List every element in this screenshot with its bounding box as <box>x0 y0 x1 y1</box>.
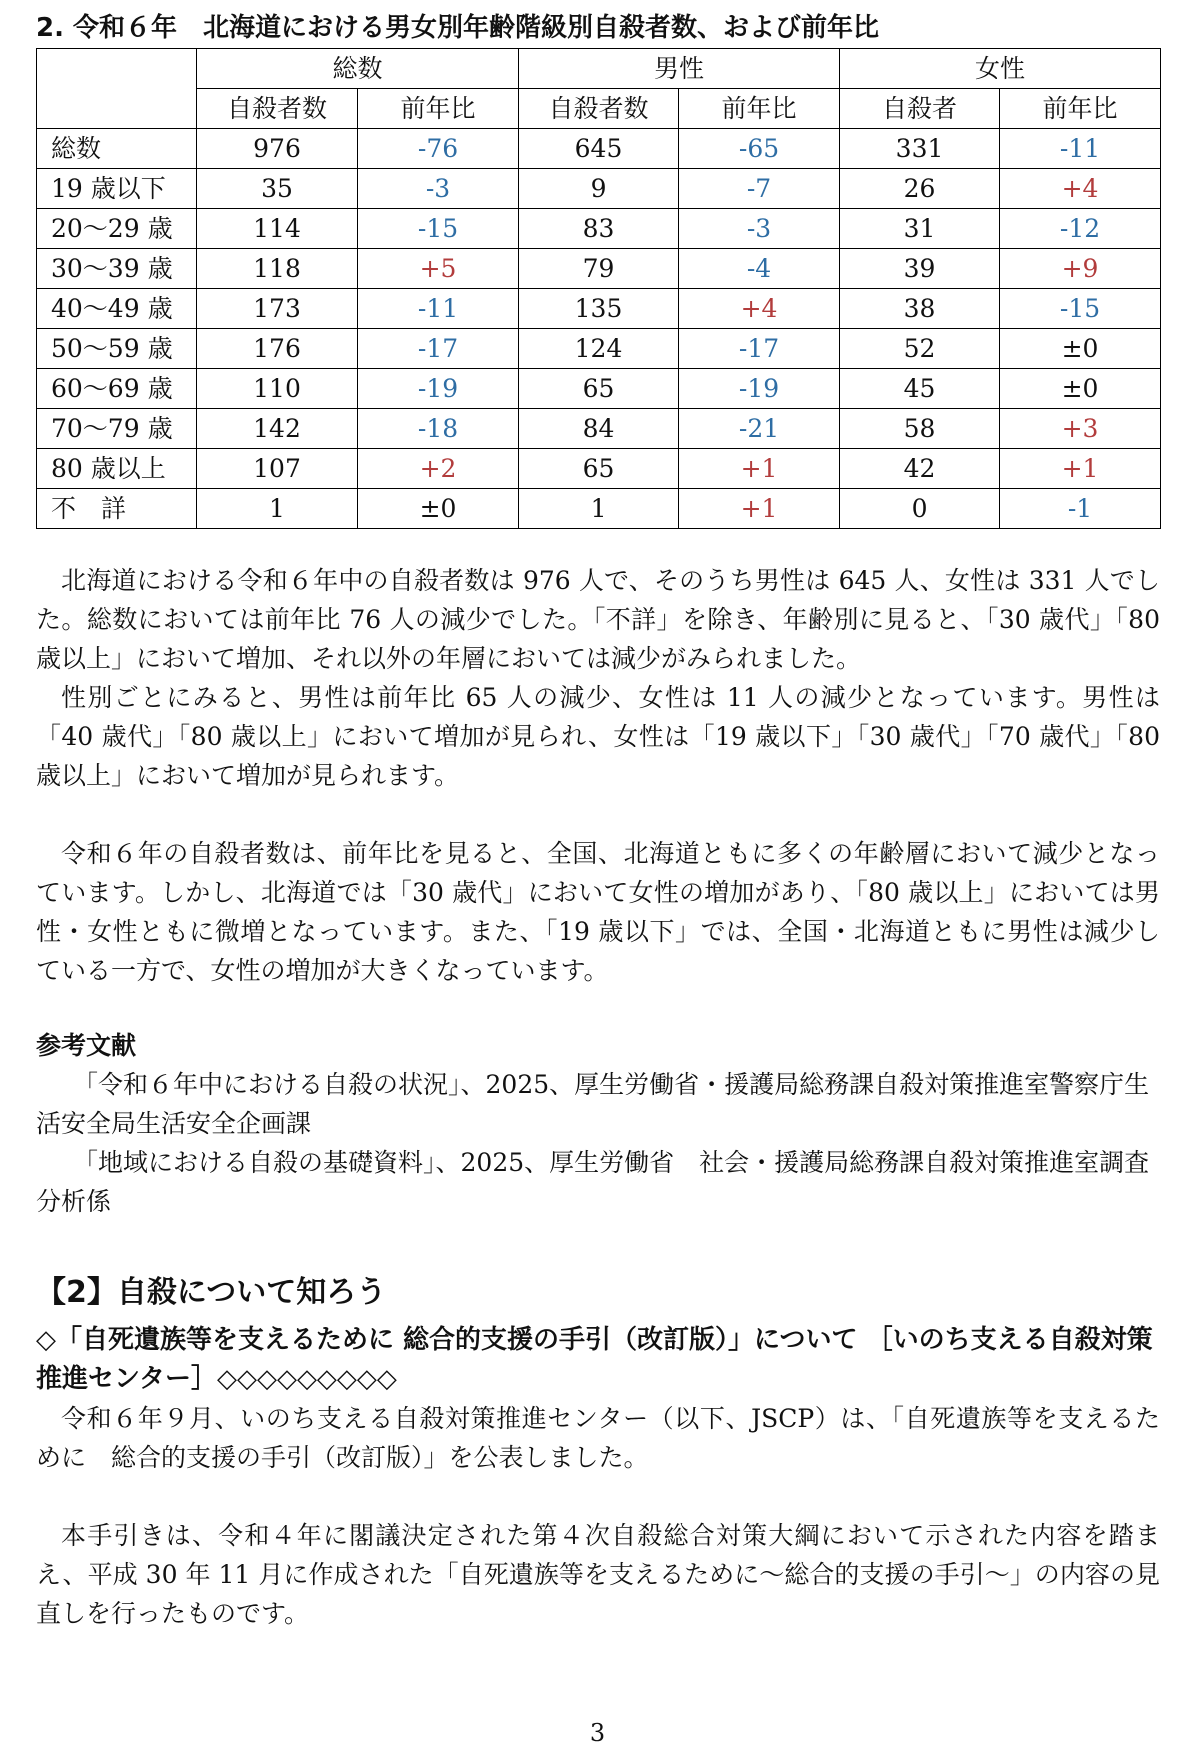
change-cell: -17 <box>358 329 519 369</box>
spacer <box>36 795 1160 834</box>
count-cell: 1 <box>197 489 358 529</box>
change-cell: -3 <box>358 169 519 209</box>
count-cell: 42 <box>840 449 1000 489</box>
sub-header-row <box>37 89 1161 129</box>
change-cell: +3 <box>1000 409 1161 449</box>
count-cell: 173 <box>197 289 358 329</box>
table-row <box>37 249 1161 289</box>
reference-item: 「令和６年中における自殺の状況」、2025、厚生労働省・援護局総務課自殺対策推進室警察庁生活安全局生活安全企画課 <box>36 1070 1150 1138</box>
count-cell: 645 <box>519 129 679 169</box>
row-label-cell: 不 詳 <box>37 489 197 529</box>
count-cell: 84 <box>519 409 679 449</box>
paragraph: 令和６年の自殺者数は、前年比を見ると、全国、北海道ともに多くの年齢層において減少となっています。しかし、北海道では「30 歳代」において女性の増加があり、「80 歳以上」においては男性・女性ともに微増となっています。また、「19 歳以下」では、全国・北海道ともに男性は減少している一方で、女性の増加が大きくなっています。 <box>36 839 1160 985</box>
change-cell: -19 <box>679 369 840 409</box>
count-cell: 135 <box>519 289 679 329</box>
section-subheading: ◇「自死遺族等を支えるために 総合的支援の手引（改訂版）」について ［いのち支える自殺対策推進センター］◇◇◇◇◇◇◇◇◇ <box>36 1325 1153 1394</box>
change-cell: +1 <box>679 489 840 529</box>
count-cell: 114 <box>197 209 358 249</box>
change-cell: -4 <box>679 249 840 289</box>
page-number: 3 <box>589 1719 606 1747</box>
row-label-cell: 60～69 歳 <box>37 369 197 409</box>
change-cell: -76 <box>358 129 519 169</box>
section-heading: 【2】自殺について知ろう <box>36 1275 387 1310</box>
table-row <box>37 369 1161 409</box>
count-cell: 118 <box>197 249 358 289</box>
group-header-female: 女性 <box>840 49 1161 89</box>
change-cell: +4 <box>1000 169 1161 209</box>
reference-item: 「地域における自殺の基礎資料」、2025、厚生労働省 社会・援護局総務課自殺対策推進室調査分析係 <box>36 1148 1150 1216</box>
count-cell: 83 <box>519 209 679 249</box>
suicide-statistics-table <box>36 48 1161 529</box>
table-row <box>37 489 1161 529</box>
count-cell: 331 <box>840 129 1000 169</box>
change-cell: +1 <box>1000 449 1161 489</box>
change-cell: ±0 <box>358 489 519 529</box>
change-cell: ±0 <box>1000 329 1161 369</box>
change-cell: +4 <box>679 289 840 329</box>
change-cell: +2 <box>358 449 519 489</box>
row-label-cell: 80 歳以上 <box>37 449 197 489</box>
change-cell: +9 <box>1000 249 1161 289</box>
sub-header-cell: 前年比 <box>1000 89 1161 129</box>
table-row <box>37 329 1161 369</box>
paragraph: 北海道における令和６年中の自殺者数は 976 人で、そのうち男性は 645 人、女性は 331 人でした。総数においては前年比 76 人の減少でした。「不詳」を除き、年齢別に見ると、「30 歳代」「80 歳以上」において増加、それ以外の年層においては減少がみられました。 <box>36 566 1160 673</box>
row-label-cell: 20～29 歳 <box>37 209 197 249</box>
change-cell: -18 <box>358 409 519 449</box>
table-body <box>37 129 1161 529</box>
group-header-row <box>37 49 1161 89</box>
count-cell: 142 <box>197 409 358 449</box>
change-cell: -11 <box>1000 129 1161 169</box>
table-row <box>37 449 1161 489</box>
count-cell: 0 <box>840 489 1000 529</box>
change-cell: -19 <box>358 369 519 409</box>
corner-header-cell <box>37 49 197 129</box>
change-cell: -65 <box>679 129 840 169</box>
change-cell: -17 <box>679 329 840 369</box>
row-label-cell: 70～79 歳 <box>37 409 197 449</box>
count-cell: 35 <box>197 169 358 209</box>
paragraph: 令和６年９月、いのち支える自殺対策推進センター（以下、JSCP）は、「自死遺族等を支えるために 総合的支援の手引（改訂版）」を公表しました。 <box>36 1404 1160 1472</box>
table-row <box>37 409 1161 449</box>
table-row <box>37 289 1161 329</box>
count-cell: 9 <box>519 169 679 209</box>
count-cell: 124 <box>519 329 679 369</box>
change-cell: -15 <box>358 209 519 249</box>
table-row <box>37 129 1161 169</box>
table-row <box>37 209 1161 249</box>
sub-header-cell: 前年比 <box>358 89 519 129</box>
count-cell: 31 <box>840 209 1000 249</box>
row-label-cell: 50～59 歳 <box>37 329 197 369</box>
row-label-cell: 総数 <box>37 129 197 169</box>
count-cell: 107 <box>197 449 358 489</box>
count-cell: 976 <box>197 129 358 169</box>
change-cell: -12 <box>1000 209 1161 249</box>
change-cell: -21 <box>679 409 840 449</box>
sub-header-cell: 自殺者数 <box>519 89 679 129</box>
count-cell: 39 <box>840 249 1000 289</box>
count-cell: 1 <box>519 489 679 529</box>
count-cell: 26 <box>840 169 1000 209</box>
count-cell: 176 <box>197 329 358 369</box>
table-title: 2. 令和６年 北海道における男女別年齢階級別自殺者数、および前年比 <box>36 13 880 43</box>
count-cell: 79 <box>519 249 679 289</box>
paragraph: 性別ごとにみると、男性は前年比 65 人の減少、女性は 11 人の減少となっています。男性は「40 歳代」「80 歳以上」において増加が見られ、女性は「19 歳以下」「30 歳代」「70 歳代」「80 歳以上」において増加が見られます。 <box>36 683 1160 790</box>
change-cell: +5 <box>358 249 519 289</box>
sub-header-cell: 自殺者 <box>840 89 1000 129</box>
count-cell: 52 <box>840 329 1000 369</box>
document-page <box>36 10 1160 1633</box>
row-label-cell: 40～49 歳 <box>37 289 197 329</box>
change-cell: +1 <box>679 449 840 489</box>
paragraph: 本手引きは、令和４年に閣議決定された第４次自殺総合対策大綱において示された内容を踏まえ、平成 30 年 11 月に作成された「自死遺族等を支えるために～総合的支援の手引～」の内容の見直しを行ったものです。 <box>36 1521 1160 1628</box>
sub-header-cell: 自殺者数 <box>197 89 358 129</box>
group-header-male: 男性 <box>519 49 840 89</box>
change-cell: ±0 <box>1000 369 1161 409</box>
row-label-cell: 19 歳以下 <box>37 169 197 209</box>
count-cell: 65 <box>519 449 679 489</box>
change-cell: -11 <box>358 289 519 329</box>
table-row <box>37 169 1161 209</box>
references-heading: 参考文献 <box>36 1031 137 1060</box>
group-header-total: 総数 <box>197 49 519 89</box>
count-cell: 110 <box>197 369 358 409</box>
count-cell: 58 <box>840 409 1000 449</box>
row-label-cell: 30～39 歳 <box>37 249 197 289</box>
count-cell: 38 <box>840 289 1000 329</box>
change-cell: -15 <box>1000 289 1161 329</box>
change-cell: -7 <box>679 169 840 209</box>
change-cell: -1 <box>1000 489 1161 529</box>
count-cell: 45 <box>840 369 1000 409</box>
spacer <box>36 1477 1160 1516</box>
sub-header-cell: 前年比 <box>679 89 840 129</box>
change-cell: -3 <box>679 209 840 249</box>
count-cell: 65 <box>519 369 679 409</box>
